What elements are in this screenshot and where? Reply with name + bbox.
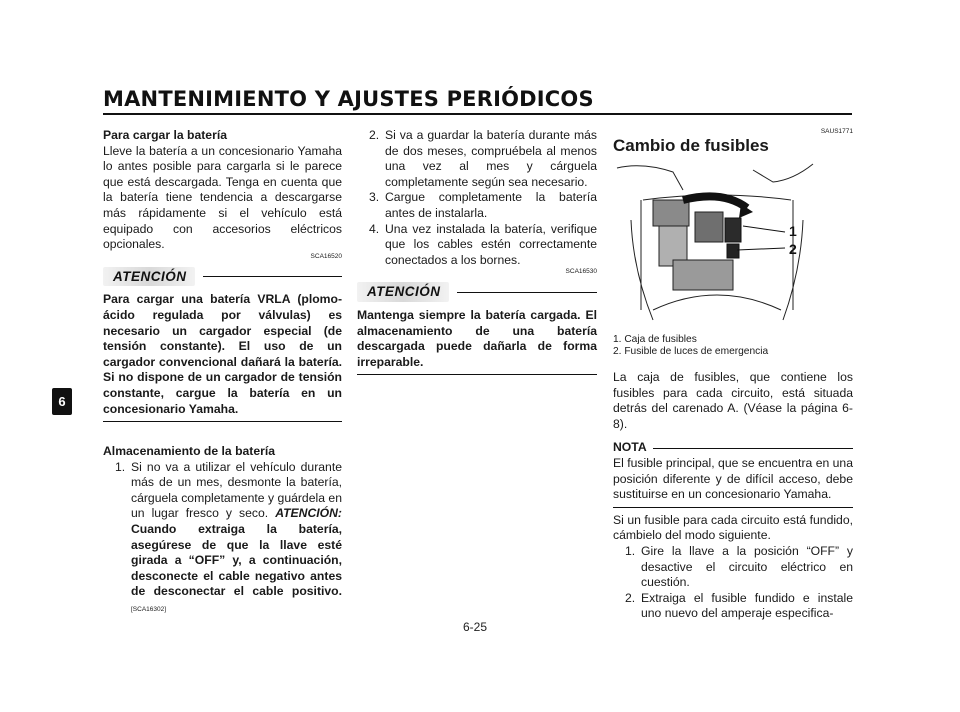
column-1 [103,128,342,618]
header-rule [103,113,852,115]
list-number: 1. [625,543,636,558]
list-text: Gire la llave a la posición “OFF” y desactive el circuito eléctrico en cuestión. [641,543,853,590]
list-item [613,544,853,591]
warning-text: Para cargar una batería VRLA (plomo-ácido regulada por válvulas) es necesario un cargador especial (de tensión constante). El uso de un cargador convencional dañará la batería. Si no dispone de un cargador de tensión constante, cargue la batería en un concesionario Yamaha. [103,292,342,416]
ref-code: SCA16530 [565,268,597,276]
page-header-title: MANTENIMIENTO Y AJUSTES PERIÓDICOS [103,87,594,111]
list-text: Una vez instalada la batería, verifique que los cables estén correctamente conectados a los bornes. [385,221,597,267]
warning-header [357,282,597,302]
list-text [131,460,342,618]
list-text: Extraiga el fusible fundido e instale uno nuevo del amperaje especifica- [641,590,853,621]
section-title: Cambio de fusibles [613,136,769,155]
storage-heading: Almacenamiento de la batería [103,444,276,459]
fuse-box-figure [613,160,821,330]
warning-label: ATENCIÓN [103,267,195,287]
note-label: NOTA [613,440,647,455]
list-text: Cargue completamente la batería antes de instalarla. [385,190,597,220]
note-end-rule [613,507,853,508]
list-number: 3. [369,190,380,205]
list-item [357,222,597,269]
list-item [613,591,853,622]
charging-heading: Para cargar la batería [103,128,227,142]
callout-2: 2 [789,241,797,257]
page-number: 6-25 [463,620,488,634]
column-2 [357,128,597,375]
list-number: 4. [369,221,380,236]
list-number: 2. [625,590,636,605]
warning-text: Mantenga siempre la batería cargada. El almacenamiento de una batería descargada puede dañarla de forma irreparable. [357,307,597,369]
column-3 [613,128,853,622]
callout-1: 1 [789,223,797,239]
charging-paragraph: Lleve la batería a un concesionario Yamaha lo antes posible para cargarla si le parece que está descargada. Tenga en cuenta que la batería tiene tendencia a descargarse más rápidamente si el vehículo está equipado con accesorios eléctricos opcionales. [103,143,342,252]
fuse-paragraph: La caja de fusibles, que contiene los fusibles para cada circuito, está situada detrás del carenado A. (Véase la página 6-8). [613,370,853,431]
inline-ref-code: [SCA16302] [131,606,167,614]
list-item [357,128,597,190]
note-rule [653,448,853,449]
ref-code: SAUS1771 [820,128,853,135]
warning-rule [457,292,598,293]
attention-inline-text: Cuando extraiga la batería, asegúrese de que la llave esté girada a “OFF” y, a continuación, desconecte el cable negativo antes de desconectar el cable positivo. [131,522,342,599]
caption-2: 2. Fusible de luces de emergencia [613,346,769,357]
list-item [357,190,597,221]
list-number: 1. [115,459,126,474]
list-text-normal: Si no va a utilizar el vehículo durante más de un mes, desmonte la batería, cárguela completamente y guárdela en un lugar fresco y seco. [131,459,342,521]
fuse-paragraph-2: Si un fusible para cada circuito está fundido, cámbielo del modo siguiente. [613,512,853,543]
note-header [613,440,853,456]
caption-1: 1. Caja de fusibles [613,334,697,345]
warning-end-rule [103,421,342,422]
attention-inline: ATENCIÓN: [275,506,342,521]
ref-code: SCA16520 [310,252,342,260]
fuse-box-illustration [613,160,821,330]
warning-end-rule [357,374,597,375]
warning-label: ATENCIÓN [357,282,449,302]
warning-rule [203,276,343,277]
list-number: 2. [369,128,380,142]
chapter-tab: 6 [52,388,72,415]
list-item [103,460,342,618]
note-text: El fusible principal, que se encuentra en una posición diferente y de difícil acceso, debe sustituirse en un concesionario Yamaha. [613,455,853,502]
warning-header [103,267,342,287]
list-text: Si va a guardar la batería durante más de dos meses, compruébela al menos una vez al mes y cárguela completamente según sea necesario. [385,128,597,189]
